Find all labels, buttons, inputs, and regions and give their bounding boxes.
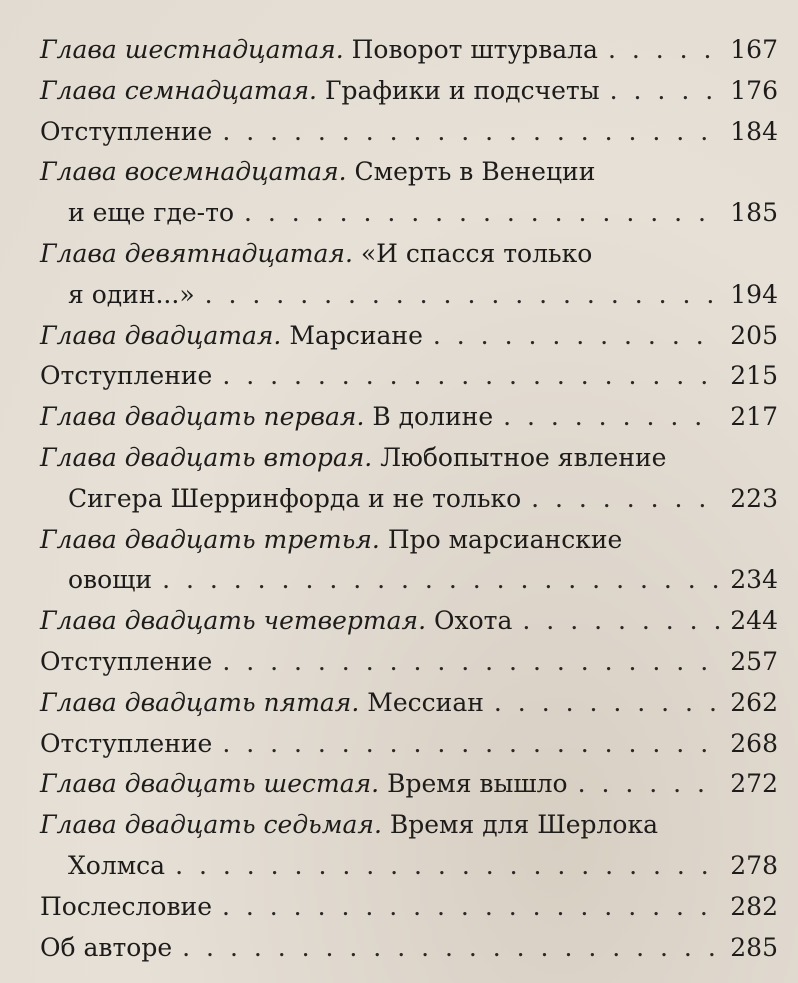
toc-entry-label — [40, 520, 622, 561]
toc-entry-label — [40, 642, 212, 683]
toc-entry-continuation — [40, 275, 778, 316]
dot-leader — [433, 316, 720, 357]
toc-entry — [40, 234, 778, 275]
chapter-number: Глава семнадцатая. — [40, 75, 317, 105]
toc-entry-continuation — [40, 479, 778, 520]
dot-leader — [531, 479, 720, 520]
page-number: 268 — [730, 728, 778, 758]
toc-entry-label — [40, 928, 172, 969]
chapter-number: Глава двадцать четвертая. — [40, 606, 427, 636]
chapter-title: Марсиане — [289, 320, 423, 350]
dot-leader — [244, 193, 720, 234]
chapter-title: Про марсианские — [387, 524, 623, 554]
chapter-title-continued: и еще где-то — [68, 198, 235, 228]
chapter-number: Глава двадцать третья. — [40, 524, 380, 554]
toc-entry-continuation — [40, 193, 778, 234]
chapter-number: Глава двадцать шестая. — [40, 769, 380, 799]
page-number: 217 — [730, 402, 778, 432]
section-title: Послесловие — [40, 891, 212, 921]
toc-entry-label — [40, 438, 666, 479]
page-number: 278 — [730, 850, 778, 880]
toc-entry — [40, 520, 778, 561]
chapter-title: Смерть в Венеции — [354, 157, 596, 187]
toc-entry — [40, 928, 778, 969]
chapter-title: Время вышло — [387, 769, 568, 799]
page-number: 223 — [730, 483, 778, 513]
chapter-number: Глава шестнадцатая. — [40, 35, 344, 64]
chapter-number: Глава двадцать первая. — [40, 402, 365, 432]
page-number: 234 — [730, 565, 778, 595]
page-number: 185 — [730, 198, 778, 228]
dot-leader — [608, 30, 720, 71]
section-title: Отступление — [40, 116, 213, 146]
toc-entry-label — [40, 356, 212, 397]
page-number: 184 — [730, 116, 778, 146]
toc-entry-label — [40, 71, 600, 112]
chapter-title: Любопытное явление — [380, 442, 667, 472]
toc-entry — [40, 724, 778, 765]
dot-leader — [503, 397, 720, 438]
chapter-title: «И спасся только — [360, 238, 593, 268]
dot-leader — [222, 642, 720, 683]
toc-entry-continuation — [40, 560, 778, 601]
chapter-title-continued: Холмса — [68, 850, 166, 880]
dot-leader — [175, 846, 720, 887]
toc-entry-label — [40, 152, 595, 193]
chapter-title: Поворот штурвала — [351, 35, 598, 64]
chapter-title: Охота — [434, 606, 513, 636]
chapter-title-continued: Сигера Шерринфорда и не только — [68, 483, 522, 513]
chapter-title: Время для Шерлока — [389, 810, 658, 840]
section-title: Об авторе — [40, 932, 173, 962]
chapter-number: Глава двадцать вторая. — [40, 442, 373, 472]
toc-entry-label — [40, 805, 658, 846]
dot-leader — [162, 560, 720, 601]
toc-entry — [40, 356, 778, 397]
chapter-title-continued: я один...» — [68, 279, 195, 309]
page-number: 215 — [730, 361, 778, 391]
toc-entry-label — [40, 397, 493, 438]
page-number: 205 — [730, 320, 778, 350]
page-number: 257 — [730, 646, 778, 676]
toc-entry-label — [40, 234, 592, 275]
page-number: 167 — [730, 35, 778, 64]
toc-entry-label — [40, 30, 598, 71]
table-of-contents — [40, 30, 778, 968]
toc-entry — [40, 316, 778, 357]
dot-leader — [522, 601, 720, 642]
toc-entry — [40, 71, 778, 112]
page-number: 176 — [730, 75, 778, 105]
toc-entry-label — [40, 764, 568, 805]
dot-leader — [222, 887, 720, 928]
toc-entry — [40, 683, 778, 724]
section-title: Отступление — [40, 728, 213, 758]
toc-entry-label — [40, 112, 212, 153]
dot-leader — [205, 275, 721, 316]
dot-leader — [494, 683, 720, 724]
toc-entry-label — [40, 316, 423, 357]
toc-entry-label — [40, 724, 212, 765]
chapter-title: Мессиан — [367, 687, 484, 717]
page-number: 244 — [730, 606, 778, 636]
toc-entry — [40, 30, 778, 71]
toc-entry — [40, 397, 778, 438]
toc-entry — [40, 152, 778, 193]
toc-entry — [40, 887, 778, 928]
toc-entry — [40, 438, 778, 479]
toc-entry-label — [40, 683, 484, 724]
dot-leader — [610, 71, 721, 112]
page-number: 194 — [730, 279, 778, 309]
toc-entry-continuation — [40, 846, 778, 887]
chapter-number: Глава девятнадцатая. — [40, 238, 353, 268]
chapter-title: Графики и подсчеты — [324, 75, 600, 105]
dot-leader — [578, 764, 721, 805]
dot-leader — [222, 112, 720, 153]
toc-entry — [40, 764, 778, 805]
dot-leader — [182, 928, 720, 969]
chapter-title-continued: овощи — [68, 565, 153, 595]
dot-leader — [222, 356, 720, 397]
page-number: 262 — [730, 687, 778, 717]
toc-entry — [40, 601, 778, 642]
toc-entry-label — [40, 601, 512, 642]
chapter-number: Глава двадцать пятая. — [40, 687, 360, 717]
section-title: Отступление — [40, 361, 213, 391]
toc-entry — [40, 112, 778, 153]
chapter-number: Глава восемнадцатая. — [40, 157, 347, 187]
page-number: 285 — [730, 932, 778, 962]
chapter-number: Глава двадцатая. — [40, 320, 282, 350]
toc-entry — [40, 642, 778, 683]
chapter-title: В долине — [372, 402, 494, 432]
chapter-number: Глава двадцать седьмая. — [40, 810, 382, 840]
toc-entry-label — [40, 887, 212, 928]
dot-leader — [222, 724, 720, 765]
section-title: Отступление — [40, 646, 213, 676]
page-number: 272 — [730, 769, 778, 799]
page-number: 282 — [730, 891, 778, 921]
toc-entry — [40, 805, 778, 846]
